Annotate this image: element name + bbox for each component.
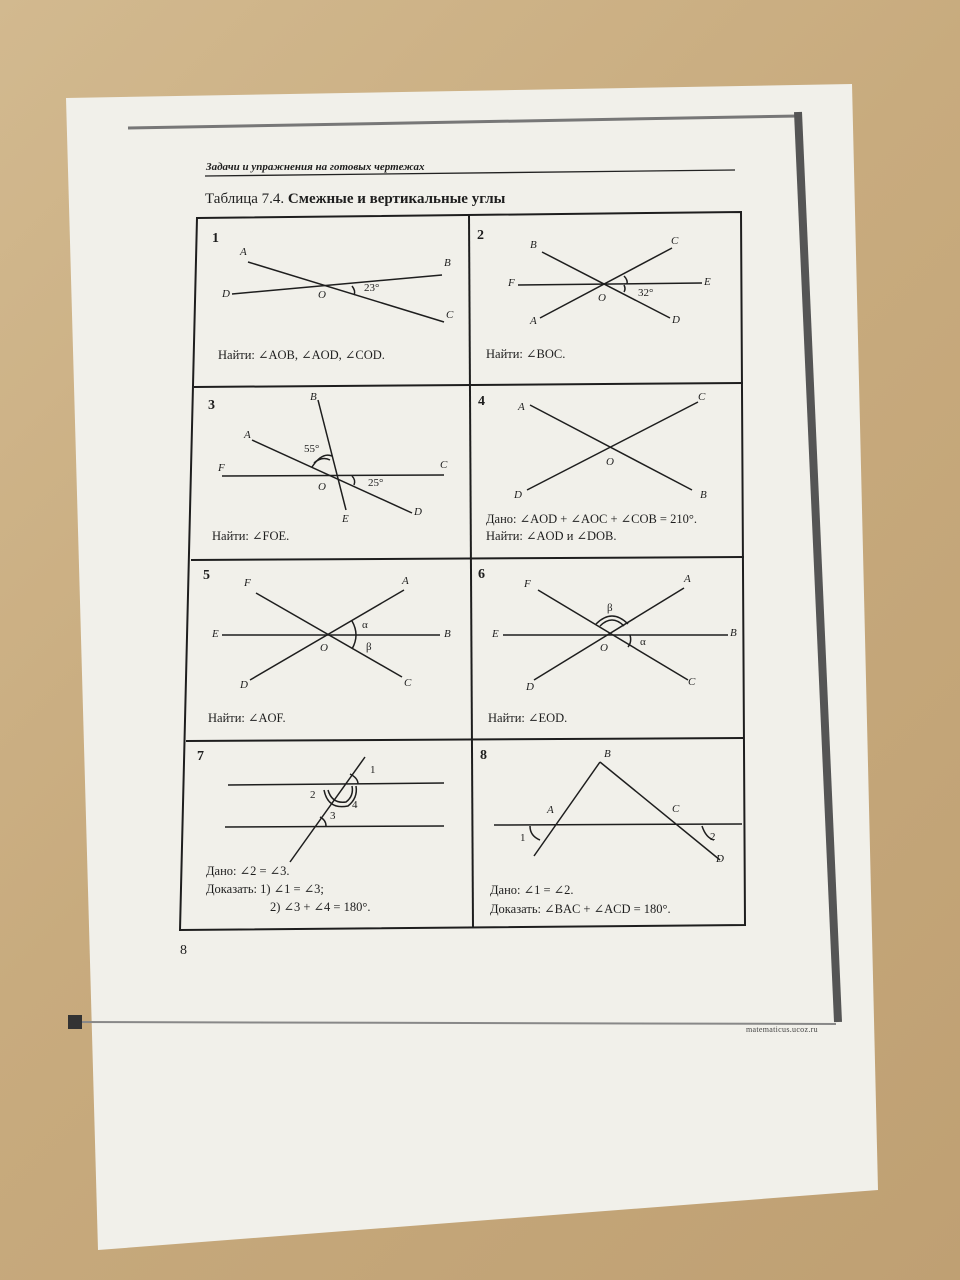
- p5-label-d: D: [240, 679, 248, 691]
- p8-mark-1: 1: [520, 832, 526, 844]
- p6-label-c: C: [688, 676, 696, 688]
- p6-label-e: E: [492, 628, 499, 640]
- problem-3-number: 3: [208, 398, 215, 413]
- p5-task: Найти: ∠AOF.: [208, 711, 286, 725]
- p1-label-d: D: [222, 288, 230, 300]
- p5-beta: β: [366, 641, 372, 653]
- p3-label-f: F: [218, 462, 225, 474]
- problem-5-number: 5: [203, 568, 210, 583]
- problem-6-number: 6: [478, 567, 485, 582]
- p1-label-o: O: [318, 289, 326, 301]
- p2-angle: 32°: [638, 287, 654, 299]
- p2-label-d: D: [672, 314, 680, 326]
- p1-label-b: B: [444, 257, 451, 269]
- p7-prove-1: Доказать: 1) ∠1 = ∠3;: [206, 882, 324, 896]
- p7-mark-4: 4: [352, 799, 358, 811]
- p4-given: Дано: ∠AOD + ∠AOC + ∠COB = 210°.: [486, 512, 697, 526]
- p6-task: Найти: ∠EOD.: [488, 711, 568, 725]
- p1-label-a: A: [240, 246, 247, 258]
- p5-label-c: C: [404, 677, 412, 689]
- p8-given: Дано: ∠1 = ∠2.: [490, 883, 574, 897]
- problem-8-number: 8: [480, 748, 487, 763]
- p4-label-b: B: [700, 489, 707, 501]
- p2-label-a: A: [530, 315, 537, 327]
- p8-label-a: A: [547, 804, 554, 816]
- p1-label-c: C: [446, 309, 454, 321]
- p3-label-e: E: [342, 513, 349, 525]
- problem-4-number: 4: [478, 394, 485, 409]
- p2-label-f: F: [508, 277, 515, 289]
- problem-1-number: 1: [212, 231, 219, 246]
- p3-label-a: A: [244, 429, 251, 441]
- copy-corner-mark: [68, 1015, 82, 1029]
- p3-label-b: B: [310, 391, 317, 403]
- p5-label-f: F: [244, 577, 251, 589]
- p8-label-d: D: [716, 853, 724, 865]
- p4-label-d: D: [514, 489, 522, 501]
- p3-label-d: D: [414, 506, 422, 518]
- p7-mark-3: 3: [330, 810, 336, 822]
- p3-task: Найти: ∠FOE.: [212, 529, 290, 543]
- page-number: 8: [180, 943, 187, 958]
- p1-task: Найти: ∠AOB, ∠AOD, ∠COD.: [218, 348, 385, 362]
- p8-label-c: C: [672, 803, 680, 815]
- p4-label-o: O: [606, 456, 614, 468]
- p5-label-a: A: [402, 575, 409, 587]
- table-name: Смежные и вертикальные углы: [287, 191, 506, 207]
- p8-label-b: B: [604, 748, 611, 760]
- p2-label-e: E: [704, 276, 711, 288]
- p6-alpha: α: [640, 636, 646, 648]
- p1-angle: 23°: [364, 282, 380, 294]
- p6-label-d: D: [526, 681, 534, 693]
- p4-task: Найти: ∠AOD и ∠DOB.: [486, 529, 617, 543]
- p3-label-c: C: [440, 459, 448, 471]
- p2-label-c: C: [671, 235, 679, 247]
- p6-label-b: B: [730, 627, 737, 639]
- p2-label-o: O: [598, 292, 606, 304]
- p7-prove-2: 2) ∠3 + ∠4 = 180°.: [270, 900, 371, 914]
- p5-label-o: O: [320, 642, 328, 654]
- p6-label-a: A: [684, 573, 691, 585]
- p7-given: Дано: ∠2 = ∠3.: [206, 864, 290, 878]
- table-prefix: Таблица 7.4.: [205, 191, 285, 207]
- p2-label-b: B: [530, 239, 537, 251]
- p3-label-o: O: [318, 481, 326, 493]
- p7-mark-1: 1: [370, 764, 376, 776]
- p2-task: Найти: ∠BOC.: [486, 347, 566, 361]
- p6-beta: β: [607, 602, 613, 614]
- source-site: matematicus.ucoz.ru: [746, 1025, 818, 1034]
- p3-angle-2: 25°: [368, 477, 384, 489]
- p8-mark-2: 2: [710, 831, 716, 843]
- p6-label-o: O: [600, 642, 608, 654]
- problem-7-number: 7: [197, 749, 204, 764]
- p5-label-b: B: [444, 628, 451, 640]
- page-header: Задачи и упражнения на готовых чертежах: [206, 161, 425, 173]
- p6-label-f: F: [524, 578, 531, 590]
- p5-label-e: E: [212, 628, 219, 640]
- p4-label-a: A: [518, 401, 525, 413]
- p5-alpha: α: [362, 619, 368, 631]
- table-title: [205, 192, 505, 207]
- p3-angle-1: 55°: [304, 443, 320, 455]
- p7-mark-2: 2: [310, 789, 316, 801]
- p8-prove: Доказать: ∠BAC + ∠ACD = 180°.: [490, 902, 671, 916]
- p4-label-c: C: [698, 391, 706, 403]
- problem-2-number: 2: [477, 228, 484, 243]
